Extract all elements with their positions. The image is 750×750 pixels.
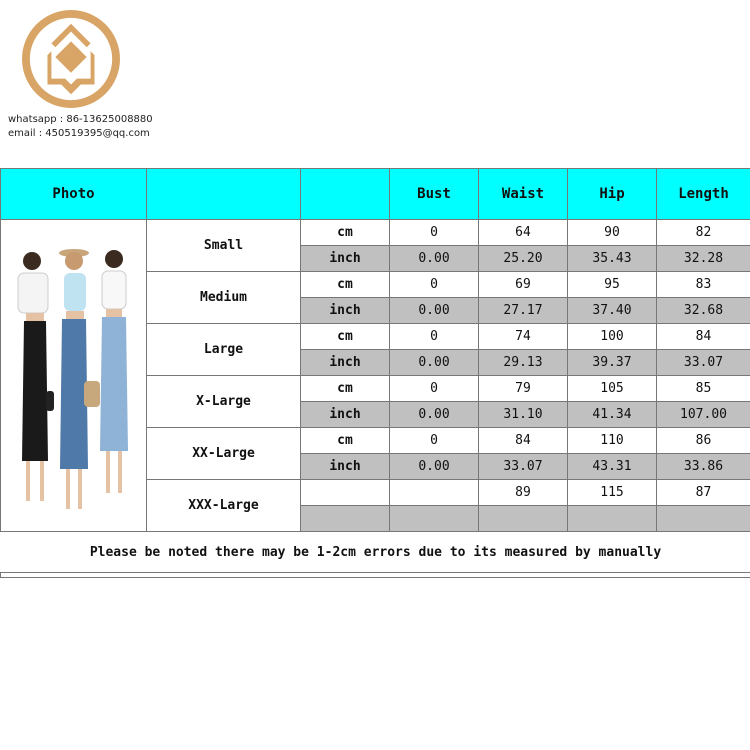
size-name: Medium [147, 272, 301, 324]
hip-value: 39.37 [568, 350, 657, 376]
bust-value: 0.00 [390, 402, 479, 428]
unit-label: inch [301, 402, 390, 428]
header-bust: Bust [390, 169, 479, 220]
hip-value [568, 506, 657, 532]
waist-value: 69 [479, 272, 568, 298]
bust-value: 0 [390, 272, 479, 298]
length-value: 32.68 [657, 298, 750, 324]
bust-value: 0 [390, 376, 479, 402]
bust-value: 0.00 [390, 246, 479, 272]
bust-value: 0 [390, 428, 479, 454]
unit-label [301, 480, 390, 506]
bust-value: 0 [390, 220, 479, 246]
hip-value: 41.34 [568, 402, 657, 428]
length-value: 83 [657, 272, 750, 298]
length-value [657, 506, 750, 532]
email-contact: email : 450519395@qq.com [8, 128, 150, 139]
bust-value: 0 [390, 324, 479, 350]
unit-label: inch [301, 298, 390, 324]
model-photo [1, 220, 147, 532]
size-name: X-Large [147, 376, 301, 428]
header-size-blank [147, 169, 301, 220]
size-chart-table [0, 168, 750, 578]
header-hip: Hip [568, 169, 657, 220]
size-name: Large [147, 324, 301, 376]
length-value: 85 [657, 376, 750, 402]
hip-value: 100 [568, 324, 657, 350]
waist-value: 64 [479, 220, 568, 246]
unit-label: cm [301, 324, 390, 350]
waist-value: 25.20 [479, 246, 568, 272]
waist-value: 79 [479, 376, 568, 402]
header-unit-blank [301, 169, 390, 220]
length-value: 86 [657, 428, 750, 454]
header-waist: Waist [479, 169, 568, 220]
waist-value: 74 [479, 324, 568, 350]
unit-label [301, 506, 390, 532]
measurement-note: Please be noted there may be 1-2cm errors due to its measured by manually [1, 532, 750, 573]
length-value: 33.86 [657, 454, 750, 480]
hip-value: 43.31 [568, 454, 657, 480]
size-name: XXX-Large [147, 480, 301, 532]
hip-value: 105 [568, 376, 657, 402]
unit-label: inch [301, 350, 390, 376]
length-value: 33.07 [657, 350, 750, 376]
brand-logo [22, 10, 120, 108]
bust-value: 0.00 [390, 454, 479, 480]
bust-value: 0.00 [390, 350, 479, 376]
length-value: 87 [657, 480, 750, 506]
hip-value: 35.43 [568, 246, 657, 272]
header-photo: Photo [1, 169, 147, 220]
waist-value: 33.07 [479, 454, 568, 480]
waist-value: 31.10 [479, 402, 568, 428]
length-value: 107.00 [657, 402, 750, 428]
header-length: Length [657, 169, 750, 220]
models-image [4, 231, 144, 521]
waist-value: 84 [479, 428, 568, 454]
unit-label: inch [301, 454, 390, 480]
length-value: 84 [657, 324, 750, 350]
bust-value [390, 506, 479, 532]
hip-value: 95 [568, 272, 657, 298]
note-row [1, 532, 750, 573]
length-value: 32.28 [657, 246, 750, 272]
size-name: XX-Large [147, 428, 301, 480]
unit-label: cm [301, 220, 390, 246]
waist-value: 89 [479, 480, 568, 506]
hip-value: 110 [568, 428, 657, 454]
length-value: 82 [657, 220, 750, 246]
waist-value [479, 506, 568, 532]
size-name: Small [147, 220, 301, 272]
unit-label: cm [301, 428, 390, 454]
table-row [1, 220, 750, 246]
unit-label: inch [301, 246, 390, 272]
whatsapp-contact: whatsapp : 86-13625008880 [8, 114, 153, 125]
spacer-cell [1, 573, 750, 578]
unit-label: cm [301, 376, 390, 402]
bust-value [390, 480, 479, 506]
waist-value: 27.17 [479, 298, 568, 324]
spacer-row [1, 573, 750, 578]
hip-value: 37.40 [568, 298, 657, 324]
unit-label: cm [301, 272, 390, 298]
bust-value: 0.00 [390, 298, 479, 324]
waist-value: 29.13 [479, 350, 568, 376]
header-row [1, 169, 750, 220]
hip-value: 90 [568, 220, 657, 246]
hip-value: 115 [568, 480, 657, 506]
